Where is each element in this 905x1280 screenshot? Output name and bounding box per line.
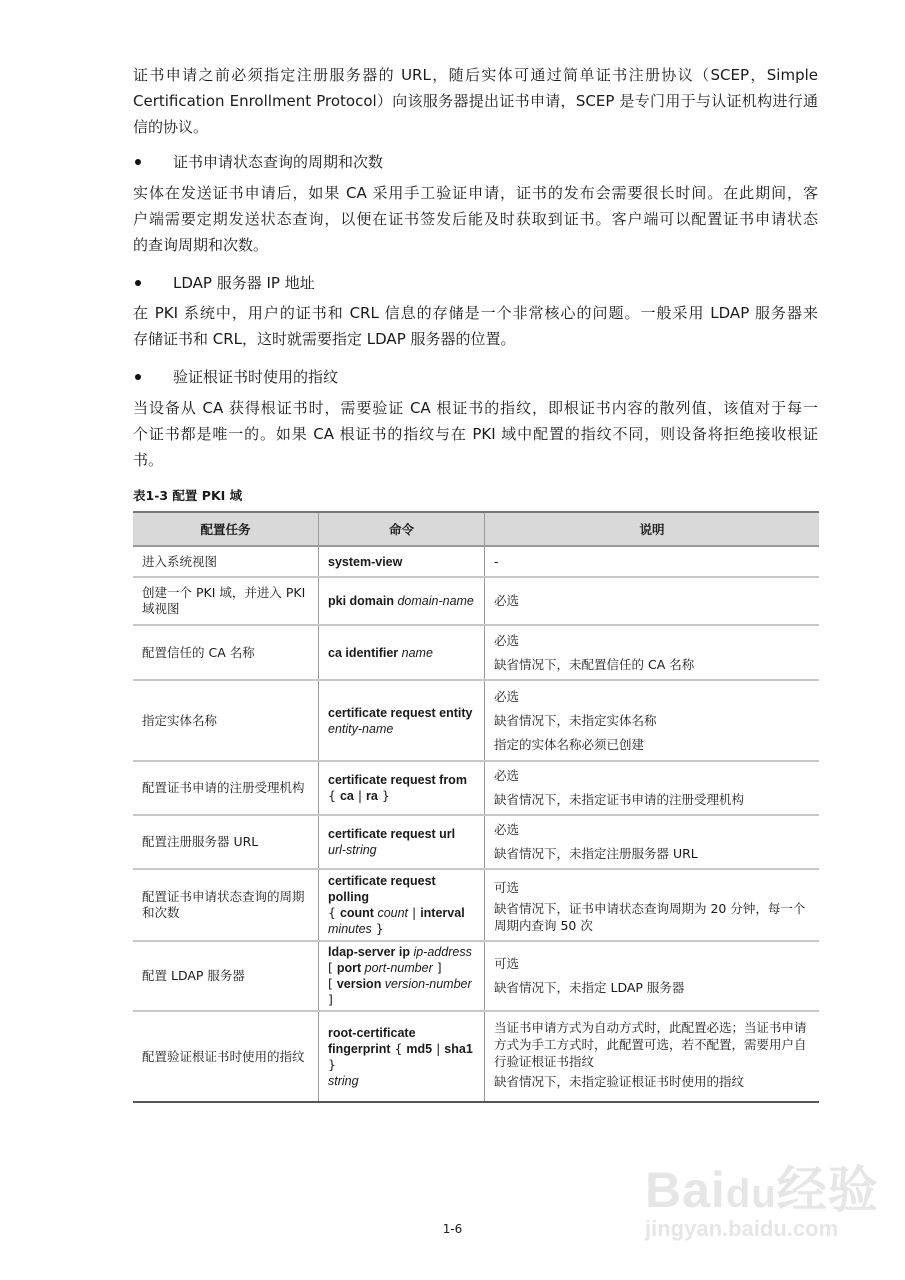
description-cell — [485, 680, 820, 761]
task-cell: 进入系统视图 — [133, 546, 319, 577]
table-row — [133, 815, 819, 869]
bullet-heading: 证书申请状态查询的周期和次数 — [173, 153, 384, 171]
config-pki-domain-table — [133, 511, 819, 1103]
description-cell — [485, 815, 820, 869]
command-cell — [319, 941, 485, 1011]
command-symbol: } — [377, 788, 390, 803]
command-symbol: ] — [432, 960, 442, 975]
task-cell: 配置信任的 CA 名称 — [133, 625, 319, 680]
command-keyword: pki domain — [328, 594, 398, 608]
description-line: 必选 — [494, 593, 520, 608]
command-line — [328, 905, 475, 921]
text-line: 信的协议。 — [133, 118, 209, 136]
description-cell — [485, 941, 820, 1011]
command-symbol: | — [432, 1040, 445, 1056]
command-symbol: [ — [328, 976, 337, 991]
description-cell — [485, 761, 820, 815]
command-symbol: { — [328, 905, 340, 920]
command-argument: ip-address — [413, 945, 472, 959]
command-symbol: { — [328, 788, 340, 803]
description-line: 指定的实体名称必须已创建 — [494, 736, 645, 752]
table-row — [133, 546, 819, 577]
command-keyword: system-view — [328, 554, 403, 569]
command-argument: count — [377, 906, 409, 920]
command-line — [328, 705, 475, 721]
text-line: 证书申请之前必须指定注册服务器的 URL，随后实体可通过简单证书注册协议（SCEP，Simple — [133, 66, 818, 84]
command-symbol: } — [328, 1056, 336, 1072]
task-cell: 配置验证根证书时使用的指纹 — [133, 1011, 319, 1102]
text-line: 实体在发送证书申请后，如果 CA 采用手工验证申请，证书的发布会需要很长时间。在此期间，客 — [133, 184, 818, 202]
text-line: 在 PKI 系统中，用户的证书和 CRL 信息的存储是一个非常核心的问题。一般采用 LDAP 服务器来 — [133, 304, 818, 322]
description-line: 必选 — [494, 822, 520, 837]
command-keyword: ldap-server ip — [328, 945, 414, 959]
command-keyword: md5 — [406, 1041, 433, 1056]
table-row — [133, 625, 819, 680]
task-cell: 配置证书申请的注册受理机构 — [133, 761, 319, 815]
command-argument: name — [401, 645, 433, 660]
command-argument: minutes — [328, 922, 372, 936]
table-row — [133, 577, 819, 625]
text-line: 户端需要定期发送状态查询，以便在证书签发后能及时获取到证书。客户端可以配置证书申请状态 — [133, 210, 818, 228]
command-cell — [319, 869, 485, 941]
description-line: 可选 — [494, 956, 520, 971]
command-keyword: interval — [420, 906, 465, 920]
command-line — [328, 944, 475, 960]
command-cell — [319, 761, 485, 815]
description-line: 缺省情况下，证书申请状态查询周期为 20 分钟，每一个周期内查询 50 次 — [494, 901, 806, 933]
task-cell: 创建一个 PKI 域，并进入 PKI 域视图 — [133, 577, 319, 625]
command-line — [328, 842, 475, 858]
bullet-heading: 验证根证书时使用的指纹 — [173, 368, 339, 386]
description-line: 缺省情况下，未指定注册服务器 URL — [494, 846, 698, 861]
table-row — [133, 1011, 819, 1102]
command-symbol: | — [353, 788, 367, 803]
baidu-jingyan-watermark: Baidu经验 jingyan.baidu.com — [645, 1162, 879, 1241]
bullet-heading: LDAP 服务器 IP 地址 — [173, 274, 315, 292]
command-symbol: } — [371, 921, 384, 936]
command-line — [328, 554, 475, 570]
description-line: 缺省情况下，未指定验证根证书时使用的指纹 — [494, 1074, 745, 1089]
intro-paragraph — [133, 62, 818, 140]
command-keyword: sha1 — [444, 1041, 473, 1056]
body-paragraph — [133, 395, 818, 473]
table-row — [133, 869, 819, 941]
command-line — [328, 772, 475, 788]
task-cell: 配置注册服务器 URL — [133, 815, 319, 869]
header-description: 说明 — [485, 512, 820, 546]
command-keyword: ra — [366, 789, 378, 803]
description-line: 缺省情况下，未指定实体名称 — [494, 712, 657, 728]
description-cell — [485, 546, 820, 577]
command-keyword: version — [336, 977, 385, 991]
description-cell — [485, 577, 820, 625]
table-caption: 表1-3 配置 PKI 域 — [133, 488, 243, 503]
header-task: 配置任务 — [133, 512, 319, 546]
table-row — [133, 941, 819, 1011]
command-cell — [319, 577, 485, 625]
description-cell — [485, 625, 820, 680]
command-line — [328, 960, 475, 976]
command-line — [328, 873, 475, 905]
text-line: Certification Enrollment Protocol）向该服务器提出证书申请，SCEP 是专门用于与认证机构进行通 — [133, 92, 818, 110]
command-line — [328, 645, 475, 661]
command-line — [328, 921, 475, 937]
text-line: 存储证书和 CRL，这时就需要指定 LDAP 服务器的位置。 — [133, 330, 516, 348]
command-line — [328, 1025, 475, 1041]
description-line: 缺省情况下，未指定 LDAP 服务器 — [494, 980, 685, 995]
command-argument: url-string — [328, 843, 377, 857]
command-keyword: ca — [339, 789, 354, 803]
command-argument: string — [328, 1073, 359, 1088]
command-keyword: certificate request entity — [328, 705, 473, 720]
command-keyword: ca identifier — [328, 645, 402, 660]
table-row — [133, 761, 819, 815]
text-line: 书。 — [133, 451, 164, 469]
page-number: 1-6 — [442, 1222, 463, 1236]
command-line — [328, 976, 475, 1008]
bullet-dot-icon — [135, 280, 141, 286]
body-paragraph — [133, 180, 818, 258]
command-line — [328, 593, 475, 609]
header-command: 命令 — [319, 512, 485, 546]
command-cell — [319, 680, 485, 761]
command-argument: domain-name — [397, 594, 474, 608]
command-symbol: ] — [328, 992, 333, 1007]
command-keyword: port — [336, 961, 365, 975]
text-line: 个证书都是唯一的。如果 CA 根证书的指纹与在 PKI 域中配置的指纹不同，则设备将拒绝接收根证 — [133, 425, 818, 443]
body-paragraph — [133, 300, 818, 352]
table-row — [133, 680, 819, 761]
description-line: 可选 — [494, 880, 520, 895]
description-cell — [485, 1011, 820, 1102]
command-argument: entity-name — [328, 721, 394, 736]
text-line: 当设备从 CA 获得根证书时，需要验证 CA 根证书的指纹，即根证书内容的散列值，该值对于每一 — [133, 399, 818, 417]
command-keyword: count — [339, 906, 378, 920]
task-cell: 配置 LDAP 服务器 — [133, 941, 319, 1011]
command-keyword: certificate request from — [328, 773, 467, 787]
command-cell — [319, 546, 485, 577]
command-line — [328, 1041, 475, 1073]
command-line — [328, 721, 475, 737]
command-keyword: certificate request url — [328, 827, 456, 841]
description-line: - — [494, 553, 499, 569]
description-line: 必选 — [494, 768, 520, 783]
command-symbol: [ — [328, 960, 337, 975]
command-symbol: | — [408, 905, 421, 920]
command-symbol: { — [390, 1040, 407, 1056]
command-cell — [319, 815, 485, 869]
description-line: 当证书申请方式为自动方式时，此配置必选；当证书申请方式为手工方式时，此配置可选，若不配置，需要用户自行验证根证书指纹 — [494, 1020, 807, 1069]
description-line: 必选 — [494, 688, 520, 704]
command-cell — [319, 1011, 485, 1102]
command-line — [328, 826, 475, 842]
command-line — [328, 788, 475, 804]
text-line: 的查询周期和次数。 — [133, 236, 269, 254]
command-line — [328, 1073, 475, 1089]
description-cell — [485, 869, 820, 941]
command-keyword: certificate request polling — [328, 874, 436, 904]
task-cell: 配置证书申请状态查询的周期和次数 — [133, 869, 319, 941]
description-line: 必选 — [494, 632, 520, 648]
command-cell — [319, 625, 485, 680]
description-line: 缺省情况下，未配置信任的 CA 名称 — [494, 656, 695, 672]
bullet-dot-icon — [135, 159, 141, 165]
bullet-dot-icon — [135, 374, 141, 380]
command-keyword: root-certificate — [328, 1025, 416, 1040]
description-line: 缺省情况下，未指定证书申请的注册受理机构 — [494, 792, 745, 807]
command-keyword: fingerprint — [328, 1041, 391, 1056]
command-argument: version-number — [384, 977, 472, 991]
task-cell: 指定实体名称 — [133, 680, 319, 761]
command-argument: port-number — [364, 961, 433, 975]
